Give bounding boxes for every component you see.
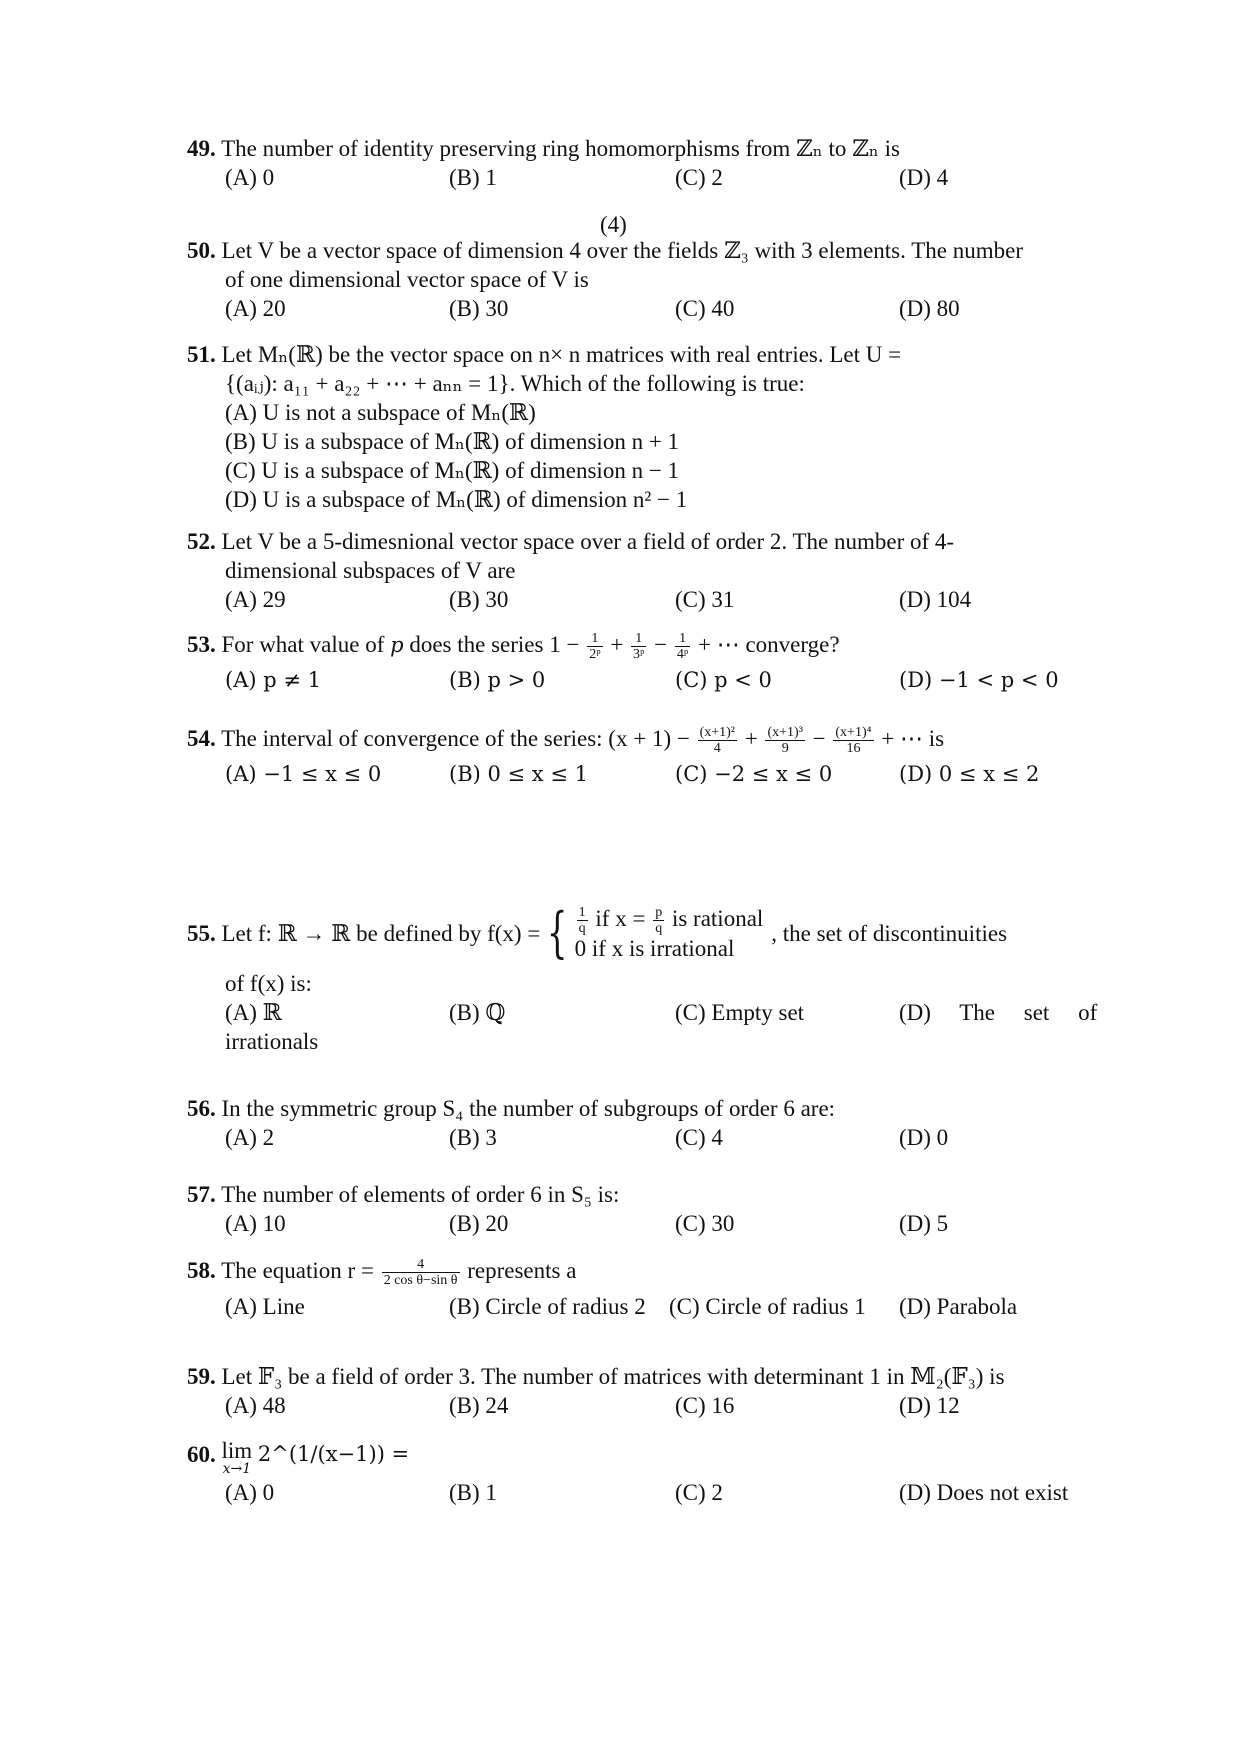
options-row	[187, 666, 1087, 695]
stem-pre: The interval of convergence of the series: (x + 1) −	[221, 726, 690, 751]
question-number: 58.	[187, 1258, 216, 1283]
option-b[interactable]: (B) 1	[449, 1480, 497, 1505]
option-c[interactable]: (C) 31	[675, 587, 735, 612]
option-c[interactable]: (C) U is a subspace of Mₙ(ℝ) of dimension n − 1	[225, 458, 680, 483]
option-a[interactable]: (A) ℝ	[225, 1000, 282, 1025]
option-a[interactable]: (A) p ≠ 1	[225, 668, 321, 692]
option-b[interactable]: (B) 30	[449, 296, 509, 321]
options-row	[187, 998, 1127, 1027]
question-56	[187, 1094, 1087, 1152]
option-a[interactable]: (A) 2	[225, 1125, 275, 1150]
question-stem-line1: Let V be a vector space of dimension 4 over the fields ℤ₃ with 3 elements. The number	[221, 238, 1023, 263]
option-c[interactable]: (C) 2	[675, 1480, 723, 1505]
option-a[interactable]: (A) 0	[225, 165, 275, 190]
option-b[interactable]: (B) 30	[449, 587, 509, 612]
stem-post: represents a	[467, 1258, 577, 1283]
question-54: 54. The interval of convergence of the series: (x + 1) − $\frac{\text{(x+1)²}}{4}$ + $\frac{\text{(x+1)³}}{9}$ − $\frac{\text{(x+1)⁴}}{16}$ + ⋯ is (A) −1 ≤ x ≤ 0 (B) 0 ≤ x ≤ 1 (C) −2 ≤ x ≤ 0 (D) 0 ≤ x ≤ 2	[187, 724, 1087, 789]
question-number: 50.	[187, 238, 216, 263]
option-d[interactable]: (D) 5	[899, 1211, 949, 1236]
options-row	[187, 760, 1087, 789]
question-number: 51.	[187, 342, 216, 367]
question-number: 49.	[187, 136, 216, 161]
option-a[interactable]: (A) Line	[225, 1294, 305, 1319]
option-a[interactable]: (A) 29	[225, 587, 286, 612]
options-row	[187, 294, 1087, 323]
option-d[interactable]: (D) 0	[899, 1125, 949, 1150]
stem-post: + ⋯ converge?	[698, 632, 840, 657]
question-50	[187, 236, 1087, 323]
stem-mid: does the series 1 −	[409, 632, 580, 657]
option-d[interactable]: (D) 4	[899, 165, 949, 190]
option-b[interactable]: (B) U is a subspace of Mₙ(ℝ) of dimension n + 1	[225, 429, 680, 454]
stem-post: + ⋯ is	[881, 726, 945, 751]
fraction: $\frac{1}{\text{4ᵖ}}$	[676, 631, 689, 663]
fraction: $\frac{4}{\text{2 cos θ−sin θ}}$	[383, 1257, 458, 1289]
question-53: 53. For what value of p does the series 1 − $\frac{1}{\text{2ᵖ}}$ + $\frac{1}{\text{3ᵖ}}$ − $\frac{1}{\text{4ᵖ}}$ + ⋯ converge? (A) p ≠ 1 (B) p > 0 (C) p < 0 (D) −1 < p < 0	[187, 630, 1087, 695]
question-58	[187, 1256, 1087, 1321]
brace: {	[547, 901, 568, 964]
question-number: 56.	[187, 1096, 216, 1121]
fraction: $\frac{1}{q}$	[578, 904, 586, 936]
stem-pre: Let f: ℝ → ℝ be defined by f(x) =	[221, 920, 541, 946]
question-57	[187, 1180, 1087, 1238]
option-d[interactable]: (D) U is a subspace of Mₙ(ℝ) of dimension n² − 1	[225, 487, 688, 512]
option-d[interactable]: (D) 104	[899, 587, 972, 612]
question-stem-line2: {(aᵢⱼ): a₁₁ + a₂₂ + ⋯ + aₙₙ = 1}. Which of the following is true:	[225, 371, 805, 396]
option-a[interactable]: (A) 0	[225, 1480, 275, 1505]
question-number: 53.	[187, 632, 216, 657]
option-a[interactable]: (A) 48	[225, 1393, 286, 1418]
option-c[interactable]: (C) Empty set	[675, 1000, 805, 1025]
question-stem-line2: dimensional subspaces of V are	[225, 558, 516, 583]
question-51	[187, 340, 1087, 514]
option-c[interactable]: (C) 2	[675, 165, 723, 190]
question-number: 59.	[187, 1364, 216, 1389]
option-c[interactable]: (C) 4	[675, 1125, 723, 1150]
option-c[interactable]: (C) 40	[675, 296, 735, 321]
options-row	[187, 1292, 1087, 1321]
stem-post: , the set of discontinuities	[771, 920, 1008, 946]
stem-pre: The equation r =	[221, 1258, 374, 1283]
question-stem-line2: of f(x) is:	[225, 971, 312, 996]
options-row	[187, 1478, 1087, 1507]
option-d[interactable]: (D) Does not exist	[899, 1480, 1069, 1505]
option-a[interactable]: (A) −1 ≤ x ≤ 0	[225, 762, 382, 786]
question-number: 60.	[187, 1442, 216, 1467]
fraction: $\frac{1}{\text{3ᵖ}}$	[633, 631, 645, 663]
limit: lim x→1	[221, 1438, 253, 1477]
option-d[interactable]: (D) 0 ≤ x ≤ 2	[899, 762, 1040, 786]
question-number: 57.	[187, 1182, 216, 1207]
option-b[interactable]: (B) 20	[449, 1211, 509, 1236]
option-b[interactable]: (B) 0 ≤ x ≤ 1	[449, 762, 588, 786]
question-stem: The number of identity preserving ring homomorphisms from ℤₙ to ℤₙ is	[221, 136, 900, 161]
fraction: $\frac{p}{q}$	[655, 904, 663, 936]
option-b[interactable]: (B) 24	[449, 1393, 509, 1418]
question-number: 54.	[187, 726, 216, 751]
question-stem: The number of elements of order 6 in S₅ is:	[221, 1182, 620, 1207]
option-d[interactable]: (D) The set of	[899, 1000, 1098, 1025]
question-stem-line1: Let V be a 5-dimesnional vector space over a field of order 2. The number of 4-	[221, 529, 955, 554]
fraction: $\frac{\text{(x+1)²}}{4}$	[699, 725, 735, 757]
options-row	[187, 585, 1087, 614]
option-b[interactable]: (B) Circle of radius 2	[449, 1294, 646, 1319]
fraction: $\frac{\text{(x+1)³}}{9}$	[767, 725, 803, 757]
stem-pre: For what value of	[221, 632, 385, 657]
option-a[interactable]: (A) 10	[225, 1211, 286, 1236]
options-row	[187, 1123, 1087, 1152]
question-stem: In the symmetric group S₄ the number of subgroups of order 6 are:	[221, 1096, 836, 1121]
option-b[interactable]: (B) 1	[449, 165, 497, 190]
option-b[interactable]: (B) ℚ	[449, 1000, 506, 1025]
fraction: $\frac{1}{\text{2ᵖ}}$	[589, 631, 601, 663]
question-59	[187, 1362, 1087, 1420]
option-d[interactable]: (D) 12	[899, 1393, 960, 1418]
option-c[interactable]: (C) Circle of radius 1	[669, 1294, 866, 1319]
options-row	[187, 1209, 1087, 1238]
option-d[interactable]: (D) 80	[899, 296, 960, 321]
question-60	[187, 1440, 1087, 1507]
question-number: 55.	[187, 920, 216, 946]
option-a[interactable]: (A) 20	[225, 296, 286, 321]
variable-p: p	[390, 633, 404, 657]
question-stem: Let 𝔽₃ be a field of order 3. The number of matrices with determinant 1 in 𝕄₂(𝔽₃) is	[221, 1364, 1005, 1389]
question-49	[187, 134, 1087, 192]
option-c[interactable]: (C) 16	[675, 1393, 735, 1418]
limit-expression: 2^(1/(x−1)) =	[257, 1442, 410, 1466]
question-stem-line2: of one dimensional vector space of V is	[225, 267, 589, 292]
question-52	[187, 527, 1087, 614]
question-stem-line1: Let Mₙ(ℝ) be the vector space on n× n matrices with real entries. Let U =	[221, 342, 902, 367]
page-marker: (4)	[600, 212, 627, 237]
option-d-wrap: irrationals	[225, 1029, 319, 1054]
option-d[interactable]: (D) −1 < p < 0	[899, 668, 1059, 692]
option-d[interactable]: (D) Parabola	[899, 1294, 1018, 1319]
question-55	[187, 901, 1127, 1056]
option-c[interactable]: (C) p < 0	[675, 668, 772, 692]
options-row	[187, 163, 1087, 192]
option-c[interactable]: (C) −2 ≤ x ≤ 0	[675, 762, 833, 786]
option-b[interactable]: (B) p > 0	[449, 668, 546, 692]
option-c[interactable]: (C) 30	[675, 1211, 735, 1236]
question-number: 52.	[187, 529, 216, 554]
piecewise-cases: $\frac{1}{q}$ if x = $\frac{p}{q}$ is rational 0 if x is irrational	[574, 904, 764, 961]
options-row	[187, 1391, 1087, 1420]
option-b[interactable]: (B) 3	[449, 1125, 497, 1150]
fraction: $\frac{\text{(x+1)⁴}}{16}$	[835, 725, 872, 757]
option-a[interactable]: (A) U is not a subspace of Mₙ(ℝ)	[225, 400, 536, 425]
